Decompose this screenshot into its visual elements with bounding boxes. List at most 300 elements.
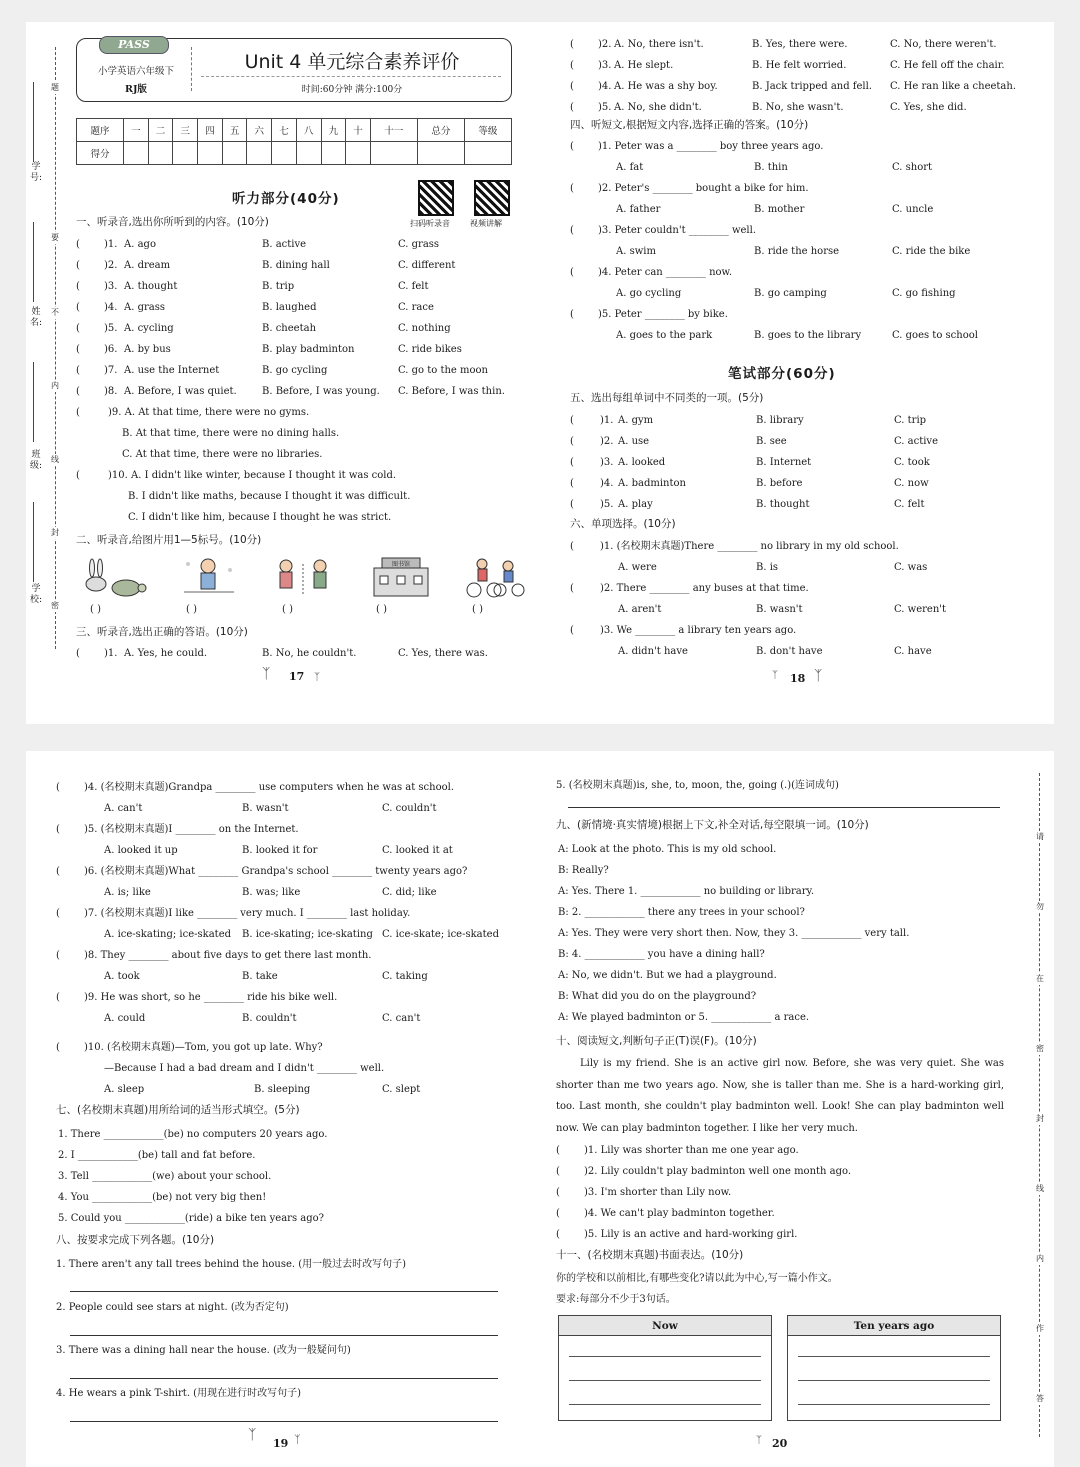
option-c: C. go fishing [892,288,956,299]
score-cell[interactable] [198,142,223,165]
option-a: A. cycling [124,323,174,334]
question-text: )8. They ________ about five days to get there last month. [84,950,372,961]
option-b: B. Jack tripped and fell. [752,81,872,92]
option-b: B. At that time, there were no dining halls. [122,428,340,439]
question-text: )3. I'm shorter than Lily now. [584,1187,732,1198]
answer-paren[interactable]: ( [76,648,80,659]
answer-line[interactable] [70,1421,498,1422]
score-header-cell: 总分 [417,119,464,142]
section-8-q2 [56,1297,526,1318]
option-a: A. use [618,436,650,447]
question-row [76,297,522,318]
section-6-title: 六、单项选择。(10分) [570,518,676,530]
question-row [56,861,526,882]
question-row [556,923,1026,944]
option-a: A. grass [124,302,165,313]
option-a: A. swim [616,246,656,257]
question-number: )3. [104,281,118,292]
option-c: C. goes to school [892,330,978,341]
option-a: A. were [618,562,657,573]
question-row [56,1145,526,1166]
answer-paren[interactable]: ( [76,302,80,313]
question-row [570,431,1040,452]
score-cell[interactable] [296,142,321,165]
option-b: B. ice-skating; ice-skating [242,929,373,940]
qr-label: 视频讲解 [470,219,502,228]
box-heading: Ten years ago [788,1316,1000,1336]
question-row [570,536,1040,557]
section-6-questions-continued [56,777,526,1029]
answer-paren[interactable]: ( [556,1166,560,1177]
question-text: )4. We can't play badminton together. [584,1208,775,1219]
badminton-picture [268,554,338,600]
answer-paren[interactable]: ( [556,1229,560,1240]
question-row [556,965,1026,986]
binding-char: 密 [1036,1044,1044,1053]
question-row [570,97,1040,118]
question-number: )3. [600,457,614,468]
option-c: C. At that time, there were no libraries. [122,449,323,460]
answer-paren[interactable]: ( [76,260,80,271]
question-text: )1. Peter was a ________ boy three years ago. [598,141,824,152]
picture-strip [76,554,522,622]
section-5-questions [570,410,1040,515]
answer-paren[interactable]: ( [76,386,80,397]
option-b: B. No, she wasn't. [752,102,844,113]
answer-paren[interactable]: ( [76,281,80,292]
school-line[interactable] [33,502,34,582]
question-text: 4. He wears a pink T-shirt. (用现在进行时改写句子) [56,1388,301,1399]
writing-line[interactable] [798,1380,990,1381]
section-3-questions-continued [570,34,1040,118]
option-a: A. aren't [618,604,662,615]
question-text: —Because I had a bad dream and I didn't ________ well. [104,1063,385,1074]
question-row [56,945,526,966]
sheet-bottom [26,751,1054,1467]
answer-paren[interactable]: ( ) [90,604,101,615]
score-header-cell: 五 [222,119,247,142]
name-label: 姓名: [29,307,43,328]
option-b: B. goes to the library [754,330,862,341]
answer-paren[interactable]: ( [76,323,80,334]
name-line[interactable] [33,222,34,302]
binding-char: 线 [1036,1184,1044,1193]
exam-title: Unit 4 单元综合素养评价 [244,51,460,73]
writing-line[interactable] [569,1404,761,1405]
question-text: 3. Tell ____________(we) about your school. [58,1171,272,1182]
option-a: A. fat [616,162,644,173]
option-b: B. don't have [756,646,823,657]
option-a: A. can't [104,803,143,814]
option-c: C. go to the moon [398,365,488,376]
question-text: )4. Peter can ________ now. [598,267,733,278]
score-header-cell: 十一 [370,119,417,142]
section-1-title: 一、听录音,选出你所听到的内容。(10分) [76,216,269,228]
option-b: B. library [756,415,804,426]
option-c: C. short [892,162,933,173]
question-row [76,381,522,402]
option-c: C. looked it at [382,845,453,856]
answer-line[interactable] [568,807,1000,808]
question-text: 3. There was a dining hall near the house. (改为一般疑问句) [56,1345,351,1356]
class-line[interactable] [33,362,34,442]
answer-paren[interactable]: ( ) [186,604,197,615]
question-row [76,465,522,486]
question-row [56,1124,526,1145]
question-text: )1. (名校期末真题)There ________ no library in my old school. [600,541,899,552]
question-text: )6. (名校期末真题)What ________ Grandpa's school ________ twenty years ago? [84,866,468,877]
score-header-cell: 题序 [77,119,124,142]
page-number: 17 [289,670,305,683]
question-row [570,578,1040,599]
tree-icon: ᛉ [772,670,778,681]
option-b: B. Yes, there were. [752,39,848,50]
writing-line[interactable] [798,1356,990,1357]
score-cell[interactable] [321,142,346,165]
title-underline [201,76,501,77]
question-row [56,798,526,819]
binding-char: 请 [1036,832,1044,841]
qr-code-icon[interactable] [474,180,510,216]
tree-icon: ᛉ [814,668,823,684]
answer-paren[interactable]: ( [76,239,80,250]
question-row [556,839,1026,860]
question-text: 2. People could see stars at night. (改为否定句) [56,1302,289,1313]
section-1-questions [76,234,522,402]
answer-paren[interactable]: ( [76,407,80,418]
answer-paren[interactable]: ( [570,141,574,152]
answer-line[interactable] [70,1291,498,1292]
binding-char: 在 [1036,974,1044,983]
question-text: 5. (名校期末真题)is, she, to, moon, the, going (.)(连词成句) [556,780,839,791]
question-row [570,262,1040,283]
question-text: )10. (名校期末真题)—Tom, you got up late. Why? [84,1042,323,1053]
question-text: B: 2. ____________ there any trees in your school? [558,907,805,918]
answer-paren[interactable]: ( [76,344,80,355]
option-a: A. ago [124,239,156,250]
option-c: C. felt [398,281,429,292]
question-row [76,318,522,339]
answer-paren[interactable]: ( ) [282,604,293,615]
question-text: )4. (名校期末真题)Grandpa ________ use computers when he was at school. [84,782,455,793]
question-row [556,902,1026,923]
answer-paren[interactable]: ( [556,1145,560,1156]
answer-paren[interactable]: ( [570,436,574,447]
option-c: C. Yes, she did. [890,102,967,113]
section-8-q5 [556,775,1026,796]
answer-paren[interactable]: ( [570,81,574,92]
answer-paren[interactable]: ( [56,950,60,961]
page-18 [540,22,1054,724]
option-a: A. use the Internet [124,365,220,376]
question-row [76,643,522,664]
option-a: A. gym [618,415,654,426]
question-row [570,241,1040,262]
option-a: A. sleep [104,1084,145,1095]
prompt-text: 你的学校和以前相比,有哪些变化?请以此为中心,写一篇小作文。 [556,1273,838,1284]
answer-paren[interactable]: ( [570,415,574,426]
question-row [76,234,522,255]
option-a: A. badminton [618,478,686,489]
question-row [56,1008,526,1029]
option-b: B. dining hall [262,260,330,271]
question-row [570,178,1040,199]
option-a: A. looked [618,457,666,468]
section-11-prompt [556,1268,1026,1289]
option-b: B. laughed [262,302,317,313]
question-row [570,157,1040,178]
question-text: 1. There aren't any tall trees behind the house. (用一般过去时改写句子) [56,1259,407,1270]
question-row [56,777,526,798]
option-c: C. slept [382,1084,421,1095]
option-c: C. I didn't like him, because I thought he was strict. [128,512,392,523]
binding-char: 题 [51,83,59,92]
option-c: C. taking [382,971,428,982]
option-c: C. did; like [382,887,437,898]
option-a: A. father [616,204,661,215]
option-c: C. active [894,436,938,447]
section-3-question-1 [76,643,522,664]
option-b: B. take [242,971,278,982]
option-c: C. different [398,260,456,271]
answer-paren[interactable]: ( [56,908,60,919]
qr-code-icon[interactable] [418,180,454,216]
score-header-cell: 二 [148,119,173,142]
answer-line[interactable] [70,1378,498,1379]
ten-years-ago-writing-box[interactable] [787,1315,1001,1421]
answer-paren[interactable]: ( [556,1187,560,1198]
question-row [56,1208,526,1229]
question-row [76,444,522,465]
question-text: )9. He was short, so he ________ ride his bike well. [84,992,338,1003]
writing-line[interactable] [798,1404,990,1405]
option-b: B. Before, I was young. [262,386,380,397]
section-4-title: 四、听短文,根据短文内容,选择正确的答案。(10分) [570,119,809,131]
answer-paren[interactable]: ( [570,457,574,468]
qr-label: 扫码听录音 [410,219,450,228]
option-b: B. No, he couldn't. [262,648,357,659]
section-4-questions [570,136,1040,346]
option-b: B. wasn't [756,604,803,615]
option-a: A. could [104,1013,146,1024]
option-b: B. thin [754,162,788,173]
answer-paren[interactable]: ( [56,866,60,877]
answer-paren[interactable]: ( [570,309,574,320]
section-9-title: 九、(新情境·真实情境)根据上下文,补全对话,每空限填一词。(10分) [556,819,869,831]
answer-paren[interactable]: ( [76,470,80,481]
answer-paren[interactable]: ( [76,365,80,376]
option-c: C. felt [894,499,925,510]
question-text: A: No, we didn't. But we had a playground. [558,970,777,981]
score-header-cell: 十 [346,119,371,142]
question-number: )8. [104,386,118,397]
question-number: )2. [104,260,118,271]
question-text: )9. A. At that time, there were no gyms. [108,407,310,418]
question-row [556,986,1026,1007]
score-cell[interactable] [222,142,247,165]
writing-line[interactable] [569,1356,761,1357]
question-row [570,304,1040,325]
option-c: C. trip [894,415,927,426]
question-text: B: What did you do on the playground? [558,991,757,1002]
question-text: 5. Could you ____________(ride) a bike ten years ago? [58,1213,324,1224]
answer-paren[interactable]: ( [570,541,574,552]
school-label: 学校: [29,584,43,605]
score-cell[interactable] [370,142,417,165]
option-b: B. I didn't like maths, because I thought it was difficult. [128,491,411,502]
question-text: )3. Peter couldn't ________ well. [598,225,756,236]
question-number: )1. [104,239,118,250]
question-number: )3. [598,60,612,71]
score-cell[interactable] [417,142,464,165]
section-7-questions [56,1124,526,1229]
score-cell[interactable] [148,142,173,165]
question-row [76,276,522,297]
question-text: )2. Peter's ________ bought a bike for him. [598,183,809,194]
option-a: A. took [104,971,140,982]
old-school-building-picture [366,554,436,600]
binding-char: 封 [51,528,59,537]
option-b: B. couldn't [242,1013,297,1024]
tree-icon: ᛉ [756,1435,762,1446]
tree-icon: ᛉ [248,1427,257,1443]
question-row [56,966,526,987]
score-table [76,118,512,165]
question-row [570,557,1040,578]
score-cell[interactable] [124,142,149,165]
answer-paren[interactable]: ( [570,583,574,594]
answer-paren[interactable]: ( [570,625,574,636]
section-9-dialogue [556,839,1026,1028]
question-row [570,452,1040,473]
answer-paren[interactable]: ( [56,992,60,1003]
option-a: A. No, she didn't. [614,102,702,113]
option-b: B. thought [756,499,810,510]
score-header-cell: 三 [173,119,198,142]
answer-paren[interactable]: ( [56,1042,60,1053]
option-c: C. He ran like a cheetah. [890,81,1017,92]
question-row [56,1058,526,1079]
question-row [56,819,526,840]
option-b: B. go cycling [262,365,328,376]
question-row [56,1037,526,1058]
pass-logo: PASS [99,36,169,54]
answer-paren[interactable]: ( ) [376,604,387,615]
page-20 [540,751,1054,1467]
answer-paren[interactable]: ( [570,60,574,71]
question-row [556,1007,1026,1028]
answer-paren[interactable]: ( [556,1208,560,1219]
question-9 [76,402,522,528]
answer-line[interactable] [70,1335,498,1336]
question-number: )1. [600,415,614,426]
answer-paren[interactable]: ( [570,183,574,194]
answer-paren[interactable]: ( [570,478,574,489]
score-header-cell: 等级 [464,119,511,142]
score-value-row [77,142,512,165]
option-b: B. was; like [242,887,301,898]
section-2-title: 二、听录音,给图片用1—5标号。(10分) [76,534,262,546]
score-cell[interactable] [346,142,371,165]
score-cell[interactable] [247,142,272,165]
question-row [570,494,1040,515]
score-header-cell: 四 [198,119,223,142]
writing-line[interactable] [569,1380,761,1381]
exam-info: 时间:60分钟 满分:100分 [301,85,403,95]
question-row [56,1166,526,1187]
answer-paren[interactable]: ( ) [472,604,483,615]
option-b: B. cheetah [262,323,317,334]
question-row [556,1203,1026,1224]
option-c: C. grass [398,239,440,250]
question-row [556,860,1026,881]
binding-char: 密 [51,601,59,610]
question-row [570,620,1040,641]
score-header-row [77,119,512,142]
question-number: )5. [598,102,612,113]
binding-char: 线 [51,455,59,464]
question-number: )2. [600,436,614,447]
option-c: C. No, there weren't. [890,39,997,50]
question-text: B: Really? [558,865,609,876]
option-b: B. mother [754,204,805,215]
question-text: )5. Lily is an active and hard-working girl. [584,1229,798,1240]
section-8-q4 [56,1383,526,1404]
answer-paren[interactable]: ( [570,102,574,113]
section-11-title: 十一、(名校期末真题)书面表达。(10分) [556,1249,744,1261]
answer-paren[interactable]: ( [570,225,574,236]
binding-dashed-line [55,47,56,649]
option-c: C. have [894,646,932,657]
binding-char: 封 [1036,1114,1044,1123]
question-row [556,1182,1026,1203]
binding-margin-right [1024,761,1054,1467]
question-row [570,641,1040,662]
score-header-cell: 九 [321,119,346,142]
page-number: 18 [790,672,806,685]
student-id-line[interactable] [33,82,34,162]
option-a: A. thought [124,281,178,292]
question-number: )6. [104,344,118,355]
option-b: B. is [756,562,779,573]
answer-paren[interactable]: ( [570,39,574,50]
now-writing-box[interactable] [558,1315,772,1421]
answer-paren[interactable]: ( [56,782,60,793]
option-c: C. Yes, there was. [398,648,488,659]
option-c: C. weren't [894,604,947,615]
score-header-cell: 六 [247,119,272,142]
option-c: C. nothing [398,323,451,334]
question-text: 2. I ____________(be) tall and fat before. [58,1150,256,1161]
score-cell[interactable] [173,142,198,165]
section-8-q3 [56,1340,526,1361]
binding-dashed-line [1039,773,1040,1437]
answer-paren[interactable]: ( [570,267,574,278]
option-b: B. see [756,436,787,447]
answer-paren[interactable]: ( [56,824,60,835]
option-a: A. No, there isn't. [614,39,704,50]
score-cell[interactable] [272,142,297,165]
option-c: C. couldn't [382,803,437,814]
rabbit-and-turtle-picture [78,554,148,600]
option-b: B. Internet [756,457,812,468]
question-number: )1. [104,648,118,659]
sheet-top [26,22,1054,724]
score-cell[interactable] [464,142,511,165]
option-c: C. now [894,478,929,489]
answer-paren[interactable]: ( [570,499,574,510]
student-id-label: 学号: [29,162,43,183]
